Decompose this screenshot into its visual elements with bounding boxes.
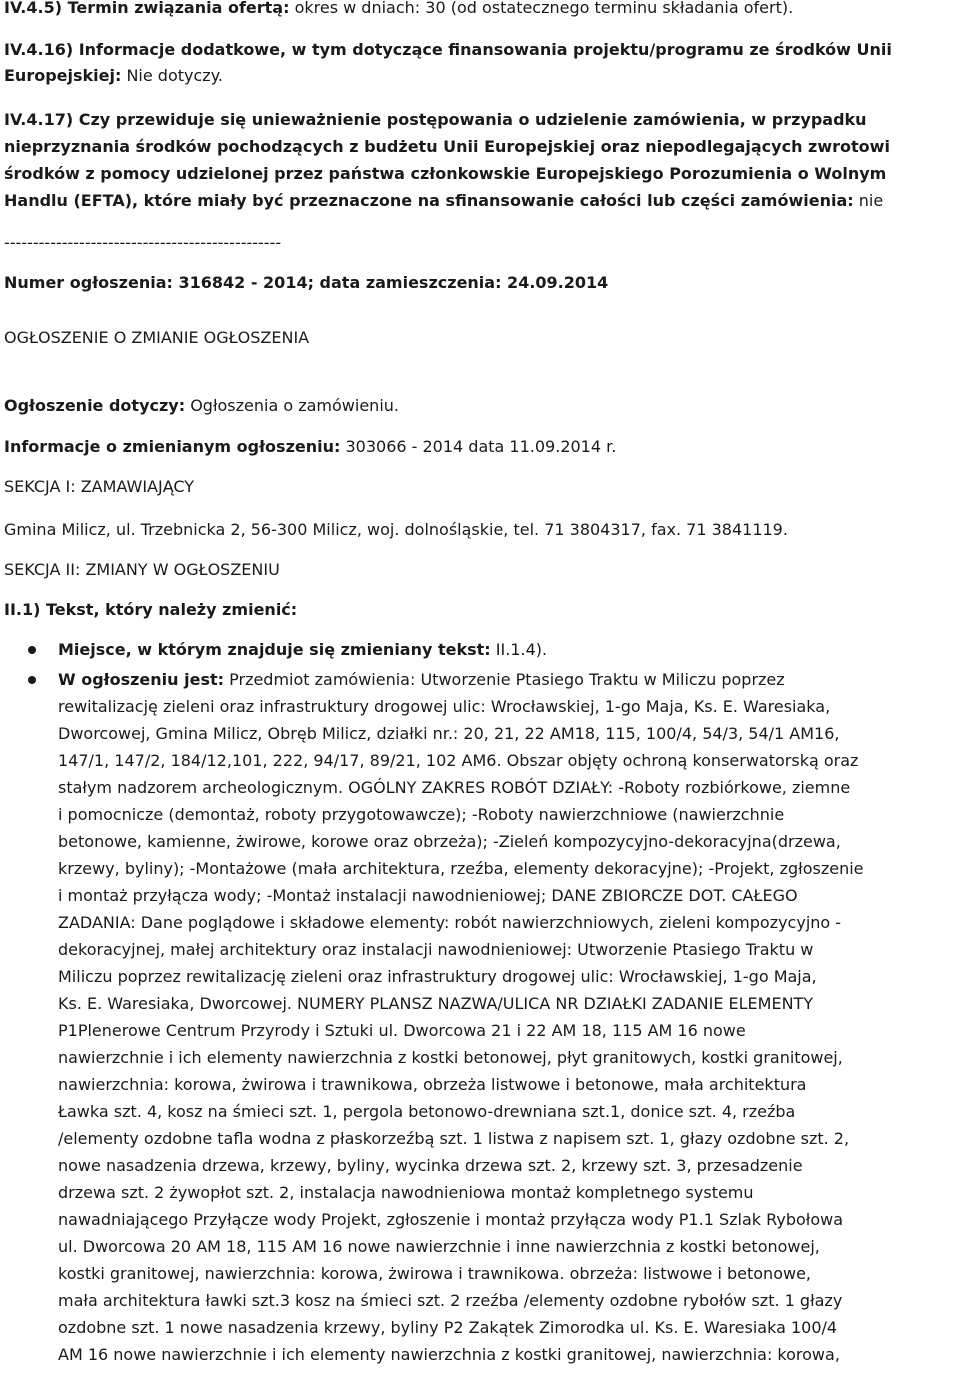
notice-concerns-value: Ogłoszenia o zamówieniu. <box>185 396 399 415</box>
current-text-line: nawierzchnie i ich elementy nawierzchnia z kostki betonowej, płyt granitowych, kostki granitowej, <box>58 1048 843 1067</box>
current-text-line: i pomocnicze (demontaż, roboty przygotowawcze); -Roboty nawierzchniowe (nawierzchnie <box>58 805 785 824</box>
current-text-line: 147/1, 147/2, 184/12,101, 222, 94/17, 89/21, 102 AM6. Obszar objęty ochroną konserwatorską oraz <box>58 751 859 770</box>
buyer-address: Gmina Milicz, ul. Trzebnicka 2, 56-300 Milicz, woj. dolnośląskie, tel. 71 3804317, fax. 71 3841119. <box>4 520 788 539</box>
current-text-line: nawierzchnia: korowa, żwirowa i trawnikowa, obrzeża listwowe i betonowe, mała architektura <box>58 1075 807 1094</box>
cancellation-line-1 <box>4 107 867 133</box>
additional-info-line-1 <box>4 37 892 63</box>
current-text-line: ZADANIA: Dane poglądowe i składowe elementy: robót nawierzchniowych, zieleni kompozycyjno - <box>58 913 842 932</box>
additional-info-line-2 <box>4 63 223 89</box>
current-text-line: dekoracyjnej, małej architektury oraz instalacji nawodnieniowej: Utworzenie Ptasiego Traktu w <box>58 940 814 959</box>
additional-info-label: IV.4.16) Informacje dodatkowe, w tym dotyczące finansowania projektu/programu ze środków Unii <box>4 40 892 59</box>
current-text-line: rewitalizację zieleni oraz infrastruktury drogowej ulic: Wrocławskiej, 1-go Maja, Ks. E. Waresiaka, <box>58 697 831 716</box>
current-text-line: Ks. E. Waresiaka, Dworcowej. NUMERY PLANSZ NAZWA/ULICA NR DZIAŁKI ZADANIE ELEMENTY <box>58 994 814 1013</box>
notice-number: Numer ogłoszenia: 316842 - 2014; data zamieszczenia: 24.09.2014 <box>4 273 609 292</box>
additional-info-label-cont: Europejskiej: <box>4 66 122 85</box>
cancellation-line-4 <box>4 188 883 214</box>
current-text-line: ozdobne szt. 1 nowe nasadzenia krzewy, byliny P2 Zakątek Zimorodka ul. Ks. E. Waresiaka 100/4 <box>58 1318 838 1337</box>
current-text-line: Ławka szt. 4, kosz na śmieci szt. 1, pergola betonowo-drewniana szt.1, donice szt. 4, rzeźba <box>58 1102 796 1121</box>
current-text-line: Dworcowej, Gmina Milicz, Obręb Milicz, działki nr.: 20, 21, 22 AM18, 115, 100/4, 54/3, 54/1 AM16, <box>58 724 840 743</box>
term-binding-line <box>4 0 793 21</box>
current-text-line: stałym nadzorem archeologicznym. OGÓLNY ZAKRES ROBÓT DZIAŁY: -Roboty rozbiórkowe, ziemne <box>58 778 851 797</box>
term-binding-value: okres w dniach: 30 (od ostatecznego terminu składania ofert). <box>289 0 794 17</box>
current-text-line: nowe nasadzenia drzewa, krzewy, byliny, wycinka drzewa szt. 2, krzewy szt. 3, przesadzenie <box>58 1156 803 1175</box>
current-text-line: i montaż przyłącza wody; -Montaż instalacji nawodnieniowej; DANE ZBIORCZE DOT. CAŁEGO <box>58 886 798 905</box>
section-1-heading: SEKCJA I: ZAMAWIAJĄCY <box>4 477 195 496</box>
changed-notice-label: Informacje o zmienianym ogłoszeniu: <box>4 437 341 456</box>
changed-location-label: Miejsce, w którym znajduje się zmieniany tekst: <box>58 640 491 659</box>
current-text-line: krzewy, byliny); -Montażowe (mała architektura, rzeźba, elementy dekoracyjne); -Projekt, zgłoszenie <box>58 859 864 878</box>
term-binding-label: IV.4.5) Termin związania ofertą: <box>4 0 290 17</box>
changed-notice-line <box>4 434 616 460</box>
current-text-label: W ogłoszeniu jest: <box>58 670 225 689</box>
current-text-line: mała architektura ławki szt.3 kosz na śmieci szt. 2 rzeźba /elementy ozdobne rybołów szt. 1 głazy <box>58 1291 843 1310</box>
current-text-line: P1Plenerowe Centrum Przyrody i Sztuki ul. Dworcowa 21 i 22 AM 18, 115 AM 16 nowe <box>58 1021 746 1040</box>
current-text-line: AM 16 nowe nawierzchnie i ich elementy nawierzchnia z kostki granitowej, nawierzchnia: korowa, <box>58 1345 840 1364</box>
section-2-heading: SEKCJA II: ZMIANY W OGŁOSZENIU <box>4 560 280 579</box>
current-text-line: drzewa szt. 2 żywopłot szt. 2, instalacja nawodnieniowa montaż kompletnego systemu <box>58 1183 754 1202</box>
cancellation-text: Handlu (EFTA), które miały być przeznaczone na sfinansowanie całości lub części zamówienia: <box>4 191 854 210</box>
cancellation-text: IV.4.17) Czy przewiduje się unieważnienie postępowania o udzielenie zamówienia, w przypadku <box>4 110 867 129</box>
current-text-line: ul. Dworcowa 20 AM 18, 115 AM 16 nowe nawierzchnie i inne nawierzchnia z kostki betonowej, <box>58 1237 820 1256</box>
bullet-icon <box>28 676 36 684</box>
cancellation-line-3 <box>4 161 886 187</box>
changed-location-value: II.1.4). <box>490 640 548 659</box>
list-item <box>58 667 785 693</box>
changed-notice-value: 303066 - 2014 data 11.09.2014 r. <box>340 437 617 456</box>
cancellation-text: środków z pomocy udzielonej przez państwa członkowskie Europejskiego Porozumienia o Wolnym <box>4 164 887 183</box>
current-text-line: betonowe, kamienne, żwirowe, korowe oraz obrzeża); -Zieleń kompozycyjno-dekoracyjna(drzewa, <box>58 832 841 851</box>
bullet-icon <box>28 646 36 654</box>
current-text-line: nawadniającego Przyłącze wody Projekt, zgłoszenie i montaż przyłącza wody P1.1 Szlak Rybołowa <box>58 1210 843 1229</box>
current-text-line: Przedmiot zamówienia: Utworzenie Ptasiego Traktu w Miliczu poprzez <box>224 670 785 689</box>
current-text-line: kostki granitowej, nawierzchnia: korowa, żwirowa i trawnikowa. obrzeża: listwowe i betonowe, <box>58 1264 811 1283</box>
cancellation-line-2 <box>4 134 890 160</box>
list-item <box>58 637 547 663</box>
cancellation-text: nieprzyznania środków pochodzących z budżetu Unii Europejskiej oraz niepodlegających zwrotowi <box>4 137 890 156</box>
cancellation-value: nie <box>853 191 884 210</box>
heading-change-notice: OGŁOSZENIE O ZMIANIE OGŁOSZENIA <box>4 328 310 347</box>
notice-concerns-label: Ogłoszenie dotyczy: <box>4 396 186 415</box>
additional-info-value: Nie dotyczy. <box>121 66 223 85</box>
separator-line: ------------------------------------------------ <box>4 233 282 252</box>
current-text-line: Miliczu poprzez rewitalizację zieleni oraz infrastruktury drogowej ulic: Wrocławskiej, 1-go Maja, <box>58 967 817 986</box>
notice-concerns-line <box>4 393 399 419</box>
current-text-line: /elementy ozdobne tafla wodna z płaskorzeźbą szt. 1 listwa z napisem szt. 1, głazy ozdobne szt. 2, <box>58 1129 850 1148</box>
text-to-change-heading: II.1) Tekst, który należy zmienić: <box>4 600 298 619</box>
